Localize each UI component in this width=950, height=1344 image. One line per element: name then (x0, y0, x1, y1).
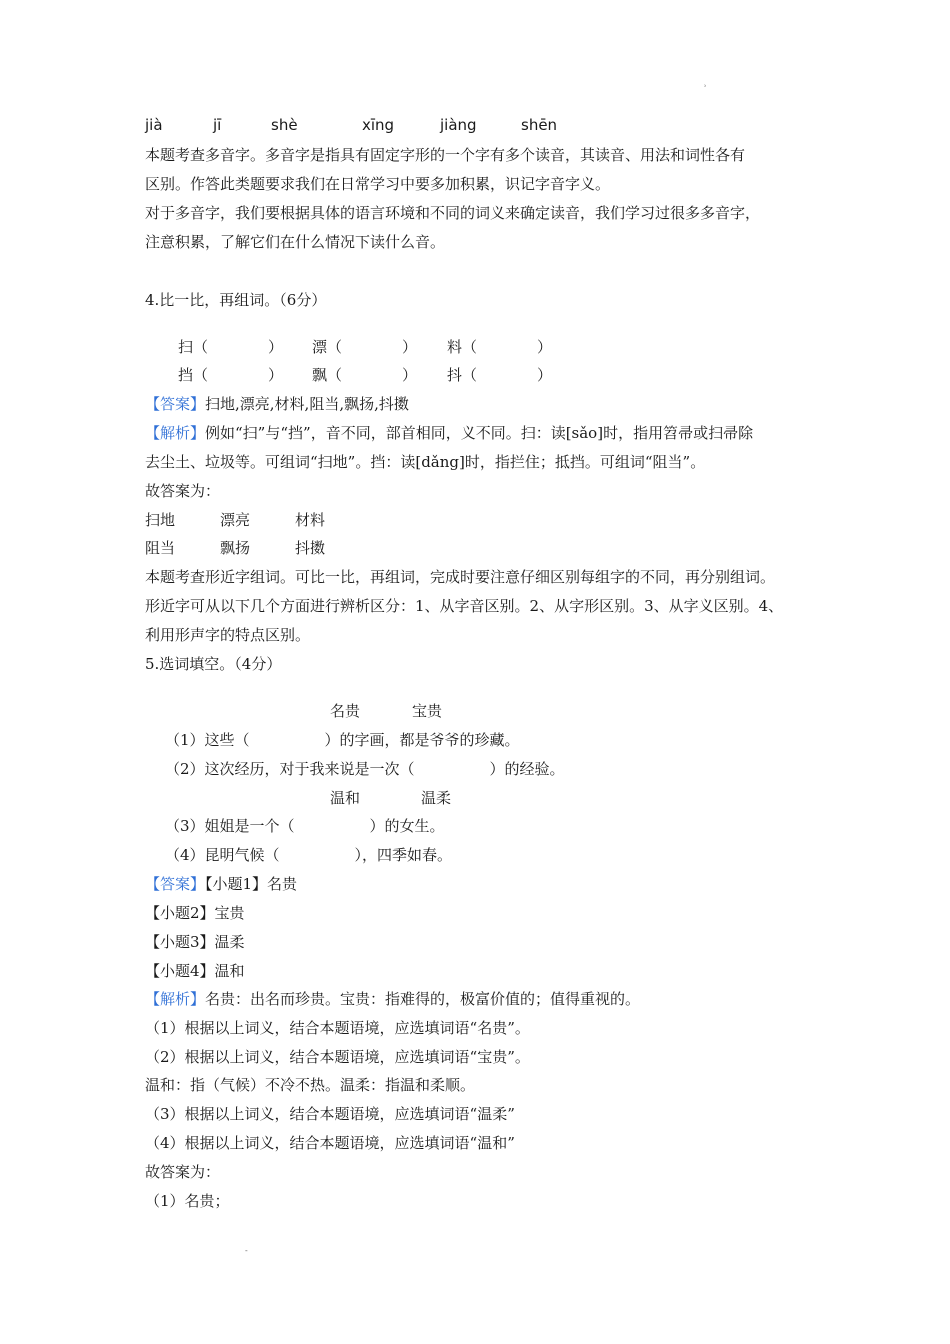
q4-item: 挡（ ） (178, 366, 284, 384)
q5-sentence: （1）这些（ ）的字画，都是爷爷的珍藏。 (165, 731, 520, 749)
q5-analysis-line: （3）根据以上词义，结合本题语境，应选填词语“温柔” (145, 1105, 515, 1123)
q4-summary-line: 本题考查形近字组词。可比一比，再组词，完成时要注意仔细区别每组字的不同，再分别组词。 (145, 568, 776, 586)
q3-explain-line: 区别。作答此类题要求我们在日常学习中要多加积累，识记字音字义。 (145, 175, 611, 193)
q5-answer (145, 874, 297, 894)
answer-tag: 【答案】 (145, 875, 206, 893)
q5-choice: 温和 (330, 789, 361, 807)
q5-choice: 温柔 (421, 789, 452, 807)
q5-sentence: （3）姐姐是一个（ ）的女生。 (165, 817, 445, 835)
q4-word: 材料 (295, 511, 326, 529)
q4-answer-text: 扫地,漂亮,材料,阻当,飘扬,抖擞 (205, 395, 409, 413)
q4-word: 扫地 (145, 511, 176, 529)
q5-answer-1: 【小题1】名贵 (205, 875, 298, 893)
analysis-tag: 【解析】 (145, 424, 206, 442)
q3-explain-line: 注意积累，了解它们在什么情况下读什么音。 (145, 233, 446, 251)
q4-analysis-text: 例如“扫”与“挡”，音不同，部首相同，义不同。扫：读[sǎo]时，指用笤帚或扫帚除 (205, 424, 754, 442)
q4-summary-line: 形近字可从以下几个方面进行辨析区分：1、从字音区别。2、从字形区别。3、从字义区别。4、 (145, 597, 784, 615)
q5-sentence: （4）昆明气候（ ），四季如春。 (165, 846, 453, 864)
q4-word: 抖擞 (295, 539, 326, 557)
q5-choice: 宝贵 (412, 702, 443, 720)
q3-explain-line: 对于多音字，我们要根据具体的语言环境和不同的词义来确定读音，我们学习过很多多音字， (145, 204, 761, 222)
q5-analysis-line: （2）根据以上词义，结合本题语境，应选填词语“宝贵”。 (145, 1048, 530, 1066)
q4-so: 故答案为： (145, 482, 221, 500)
pinyin-1: jià (145, 116, 163, 134)
q4-analysis-line: 去尘土、垃圾等。可组词“扫地”。挡：读[dǎng]时，指拦住；抵挡。可组词“阻当”。 (145, 453, 706, 471)
pinyin-5: jiàng (440, 116, 477, 134)
q5-title: 5.选词填空。（4分） (145, 655, 282, 673)
pinyin-2: jī (213, 116, 222, 134)
q5-so: 故答案为： (145, 1163, 221, 1181)
q4-word: 漂亮 (220, 511, 251, 529)
q5-answer-3: 【小题3】温柔 (145, 933, 245, 951)
q3-explain-line: 本题考查多音字。多音字是指具有固定字形的一个字有多个读音，其读音、用法和词性各有 (145, 146, 746, 164)
header-mark: ʾ (704, 84, 707, 93)
q5-answer-4: 【小题4】温和 (145, 962, 245, 980)
q5-analysis-line: 温和：指（气候）不冷不热。温柔：指温和柔顺。 (145, 1076, 476, 1094)
q5-choice: 名贵 (330, 702, 361, 720)
answer-tag: 【答案】 (145, 395, 206, 413)
q4-item: 飘（ ） (312, 366, 418, 384)
q5-answer-2: 【小题2】宝贵 (145, 904, 245, 922)
q5-final: （1）名贵； (145, 1192, 230, 1210)
q4-title: 4.比一比，再组词。（6分） (145, 291, 327, 309)
q5-analysis (145, 989, 640, 1009)
q4-summary-line: 利用形声字的特点区别。 (145, 626, 311, 644)
q4-item: 漂（ ） (312, 338, 418, 356)
q4-word: 阻当 (145, 539, 176, 557)
q4-item: 料（ ） (447, 338, 553, 356)
q5-analysis-line: （4）根据以上词义，结合本题语境，应选填词语“温和” (145, 1134, 515, 1152)
q4-item: 扫（ ） (178, 338, 284, 356)
q4-item: 抖（ ） (447, 366, 553, 384)
pinyin-4: xīng (362, 116, 395, 134)
q5-analysis-text: 名贵：出名而珍贵。宝贵：指难得的，极富价值的；值得重视的。 (205, 990, 641, 1008)
pinyin-6: shēn (521, 116, 558, 134)
pinyin-3: shè (271, 116, 298, 134)
q4-word: 飘扬 (220, 539, 251, 557)
q5-sentence: （2）这次经历，对于我来说是一次（ ）的经验。 (165, 760, 565, 778)
q5-analysis-line: （1）根据以上词义，结合本题语境，应选填词语“名贵”。 (145, 1019, 530, 1037)
q4-analysis (145, 423, 753, 443)
q4-answer (145, 394, 409, 414)
analysis-tag: 【解析】 (145, 990, 206, 1008)
footer-mark: - (245, 1246, 248, 1255)
